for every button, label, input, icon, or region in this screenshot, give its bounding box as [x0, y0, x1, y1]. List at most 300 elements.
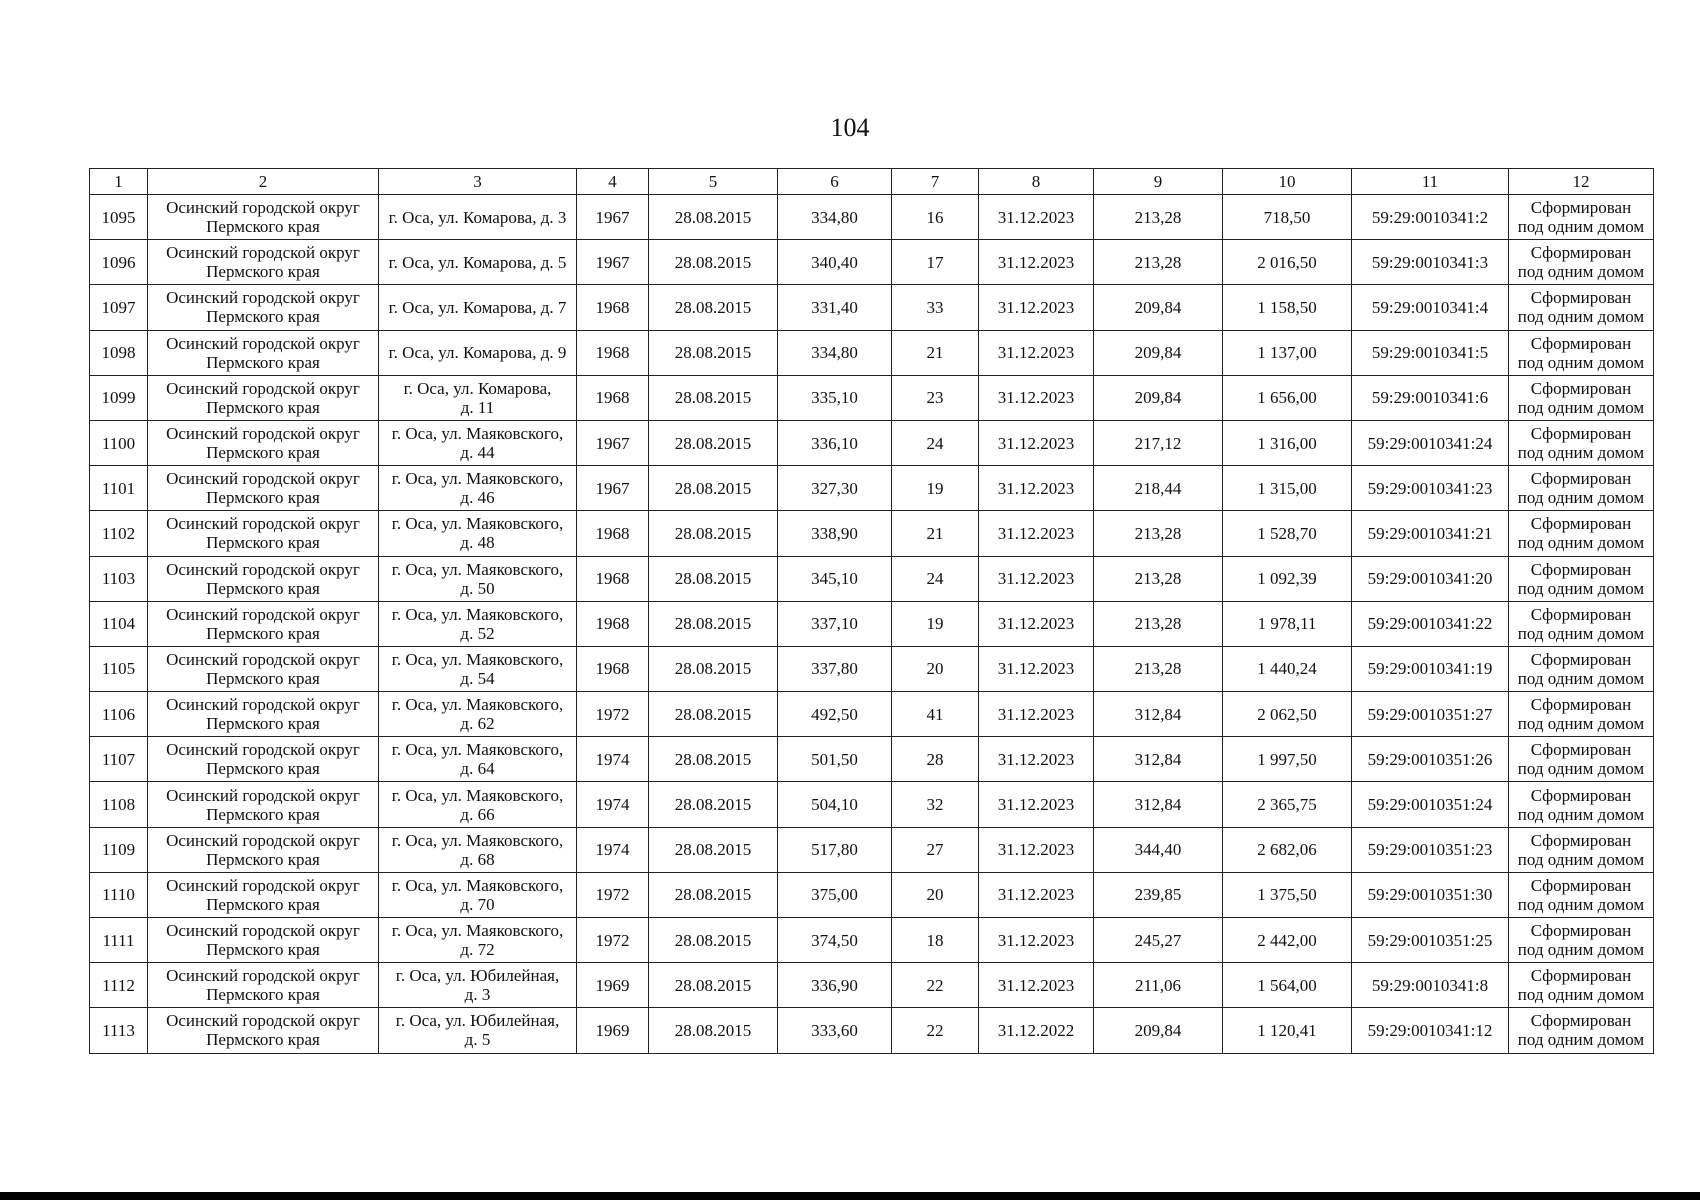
row-number-cell: 1101 [90, 466, 148, 511]
municipality-line: Пермского края [206, 804, 320, 824]
status-cell [1509, 466, 1654, 511]
count-cell: 18 [892, 918, 979, 963]
land-area-cell: 1 564,00 [1223, 963, 1352, 1008]
table-row [90, 782, 1654, 827]
deadline-cell: 31.12.2023 [979, 466, 1094, 511]
table-row [90, 240, 1654, 285]
row-number-cell: 1095 [90, 195, 148, 240]
municipality-line: Осинский городской округ [166, 1011, 360, 1031]
municipality-line: Пермского края [206, 488, 320, 508]
municipality-cell [148, 692, 379, 737]
municipality-line: Пермского края [206, 307, 320, 327]
address-line: д. 72 [460, 940, 495, 960]
municipality-cell [148, 330, 379, 375]
year-built-cell: 1968 [577, 556, 649, 601]
status-line: Сформирован [1530, 378, 1632, 398]
address-cell [379, 466, 577, 511]
row-number-cell: 1103 [90, 556, 148, 601]
municipality-line: Осинский городской округ [166, 966, 360, 986]
address-line: г. Оса, ул. Маяковского, [391, 875, 564, 895]
status-line: под одним домом [1517, 578, 1645, 598]
address-line: д. 11 [460, 397, 495, 417]
column-header-6: 6 [778, 169, 892, 195]
table-row [90, 466, 1654, 511]
column-header-10: 10 [1223, 169, 1352, 195]
amount-cell: 209,84 [1094, 375, 1223, 420]
cadastral-number-cell: 59:29:0010351:30 [1352, 872, 1509, 917]
address-line: г. Оса, ул. Маяковского, [391, 514, 564, 534]
column-header-3: 3 [379, 169, 577, 195]
area-cell: 334,80 [778, 195, 892, 240]
page-number: 104 [830, 113, 870, 142]
row-number-cell: 1097 [90, 285, 148, 330]
date-cell: 28.08.2015 [649, 556, 778, 601]
municipality-line: Пермского края [206, 714, 320, 734]
column-header-2: 2 [148, 169, 379, 195]
municipality-cell [148, 737, 379, 782]
count-cell: 19 [892, 601, 979, 646]
municipality-line: Осинский городской округ [166, 243, 360, 263]
deadline-cell: 31.12.2023 [979, 692, 1094, 737]
amount-cell: 245,27 [1094, 918, 1223, 963]
municipality-line: Пермского края [206, 940, 320, 960]
cadastral-number-cell: 59:29:0010341:23 [1352, 466, 1509, 511]
land-area-cell: 1 316,00 [1223, 420, 1352, 465]
status-line: под одним домом [1517, 894, 1645, 914]
status-cell [1509, 330, 1654, 375]
land-area-cell: 1 158,50 [1223, 285, 1352, 330]
area-cell: 337,10 [778, 601, 892, 646]
date-cell: 28.08.2015 [649, 872, 778, 917]
row-number-cell: 1104 [90, 601, 148, 646]
cadastral-number-cell: 59:29:0010351:24 [1352, 782, 1509, 827]
address-line: д. 44 [460, 443, 495, 463]
area-cell: 337,80 [778, 646, 892, 691]
status-cell [1509, 737, 1654, 782]
address-line: д. 46 [460, 488, 495, 508]
table-row [90, 1008, 1654, 1053]
amount-cell: 312,84 [1094, 737, 1223, 782]
year-built-cell: 1967 [577, 195, 649, 240]
status-line: под одним домом [1517, 533, 1645, 553]
address-line: г. Оса, ул. Маяковского, [391, 785, 564, 805]
municipality-line: Осинский городской округ [166, 740, 360, 760]
address-line: г. Оса, ул. Маяковского, [391, 649, 564, 669]
deadline-cell: 31.12.2023 [979, 330, 1094, 375]
date-cell: 28.08.2015 [649, 692, 778, 737]
status-cell [1509, 511, 1654, 556]
land-area-cell: 1 978,11 [1223, 601, 1352, 646]
amount-cell: 312,84 [1094, 692, 1223, 737]
land-area-cell: 2 016,50 [1223, 240, 1352, 285]
year-built-cell: 1974 [577, 782, 649, 827]
year-built-cell: 1972 [577, 872, 649, 917]
amount-cell: 344,40 [1094, 827, 1223, 872]
amount-cell: 213,28 [1094, 195, 1223, 240]
table-body [90, 195, 1654, 1054]
housing-register-table [89, 168, 1654, 1054]
address-line: г. Оса, ул. Юбилейная, [395, 1011, 560, 1031]
column-header-11: 11 [1352, 169, 1509, 195]
row-number-cell: 1098 [90, 330, 148, 375]
year-built-cell: 1969 [577, 1008, 649, 1053]
status-line: Сформирован [1530, 514, 1632, 534]
status-cell [1509, 918, 1654, 963]
address-cell [379, 963, 577, 1008]
area-cell: 333,60 [778, 1008, 892, 1053]
address-cell [379, 918, 577, 963]
status-cell [1509, 420, 1654, 465]
count-cell: 20 [892, 872, 979, 917]
address-line: г. Оса, ул. Комарова, [403, 378, 552, 398]
cadastral-number-cell: 59:29:0010351:25 [1352, 918, 1509, 963]
amount-cell: 213,28 [1094, 646, 1223, 691]
status-cell [1509, 195, 1654, 240]
address-cell [379, 375, 577, 420]
amount-cell: 218,44 [1094, 466, 1223, 511]
status-line: Сформирован [1530, 1011, 1632, 1031]
cadastral-number-cell: 59:29:0010341:12 [1352, 1008, 1509, 1053]
address-cell [379, 601, 577, 646]
municipality-cell [148, 556, 379, 601]
status-line: Сформирован [1530, 424, 1632, 444]
cadastral-number-cell: 59:29:0010351:27 [1352, 692, 1509, 737]
municipality-line: Пермского края [206, 759, 320, 779]
address-line: г. Оса, ул. Маяковского, [391, 469, 564, 489]
cadastral-number-cell: 59:29:0010351:26 [1352, 737, 1509, 782]
land-area-cell: 1 375,50 [1223, 872, 1352, 917]
amount-cell: 239,85 [1094, 872, 1223, 917]
scan-bottom-edge [0, 1192, 1700, 1200]
amount-cell: 213,28 [1094, 511, 1223, 556]
municipality-cell [148, 963, 379, 1008]
status-line: Сформирован [1530, 559, 1632, 579]
cadastral-number-cell: 59:29:0010341:4 [1352, 285, 1509, 330]
year-built-cell: 1974 [577, 827, 649, 872]
area-cell: 492,50 [778, 692, 892, 737]
table-row [90, 646, 1654, 691]
count-cell: 32 [892, 782, 979, 827]
table-row [90, 963, 1654, 1008]
count-cell: 41 [892, 692, 979, 737]
address-line: д. 5 [464, 1030, 491, 1050]
date-cell: 28.08.2015 [649, 285, 778, 330]
count-cell: 20 [892, 646, 979, 691]
municipality-line: Пермского края [206, 668, 320, 688]
area-cell: 338,90 [778, 511, 892, 556]
row-number-cell: 1102 [90, 511, 148, 556]
status-cell [1509, 556, 1654, 601]
address-cell [379, 646, 577, 691]
date-cell: 28.08.2015 [649, 782, 778, 827]
status-line: Сформирован [1530, 830, 1632, 850]
municipality-line: Осинский городской округ [166, 469, 360, 489]
address-line: д. 68 [460, 849, 495, 869]
status-line: Сформирован [1530, 243, 1632, 263]
municipality-line: Осинский городской округ [166, 378, 360, 398]
municipality-cell [148, 782, 379, 827]
amount-cell: 211,06 [1094, 963, 1223, 1008]
date-cell: 28.08.2015 [649, 827, 778, 872]
status-cell [1509, 375, 1654, 420]
address-cell [379, 827, 577, 872]
date-cell: 28.08.2015 [649, 601, 778, 646]
municipality-line: Осинский городской округ [166, 785, 360, 805]
status-cell [1509, 1008, 1654, 1053]
row-number-cell: 1109 [90, 827, 148, 872]
year-built-cell: 1972 [577, 692, 649, 737]
address-line: г. Оса, ул. Маяковского, [391, 740, 564, 760]
date-cell: 28.08.2015 [649, 240, 778, 285]
deadline-cell: 31.12.2023 [979, 375, 1094, 420]
address-line: г. Оса, ул. Маяковского, [391, 695, 564, 715]
status-line: под одним домом [1517, 714, 1645, 734]
address-cell [379, 285, 577, 330]
address-line: д. 48 [460, 533, 495, 553]
status-line: под одним домом [1517, 262, 1645, 282]
date-cell: 28.08.2015 [649, 466, 778, 511]
status-line: под одним домом [1517, 759, 1645, 779]
count-cell: 16 [892, 195, 979, 240]
status-line: Сформирован [1530, 695, 1632, 715]
status-line: Сформирован [1530, 198, 1632, 218]
table-row [90, 285, 1654, 330]
land-area-cell: 1 656,00 [1223, 375, 1352, 420]
row-number-cell: 1111 [90, 918, 148, 963]
amount-cell: 213,28 [1094, 556, 1223, 601]
address-line: д. 54 [460, 668, 495, 688]
land-area-cell: 1 120,41 [1223, 1008, 1352, 1053]
amount-cell: 217,12 [1094, 420, 1223, 465]
area-cell: 327,30 [778, 466, 892, 511]
municipality-line: Пермского края [206, 217, 320, 237]
municipality-cell [148, 420, 379, 465]
table-row [90, 601, 1654, 646]
deadline-cell: 31.12.2023 [979, 601, 1094, 646]
address-cell [379, 872, 577, 917]
status-line: под одним домом [1517, 623, 1645, 643]
amount-cell: 209,84 [1094, 330, 1223, 375]
municipality-cell [148, 1008, 379, 1053]
status-line: под одним домом [1517, 443, 1645, 463]
address-line: г. Оса, ул. Маяковского, [391, 424, 564, 444]
land-area-cell: 1 092,39 [1223, 556, 1352, 601]
address-line: г. Оса, ул. Юбилейная, [395, 966, 560, 986]
cadastral-number-cell: 59:29:0010341:3 [1352, 240, 1509, 285]
year-built-cell: 1968 [577, 511, 649, 556]
column-header-5: 5 [649, 169, 778, 195]
year-built-cell: 1972 [577, 918, 649, 963]
status-line: Сформирован [1530, 604, 1632, 624]
status-cell [1509, 601, 1654, 646]
address-cell [379, 511, 577, 556]
table-row [90, 692, 1654, 737]
area-cell: 517,80 [778, 827, 892, 872]
status-line: Сформирован [1530, 875, 1632, 895]
status-line: под одним домом [1517, 307, 1645, 327]
area-cell: 375,00 [778, 872, 892, 917]
address-line: д. 70 [460, 894, 495, 914]
year-built-cell: 1967 [577, 420, 649, 465]
deadline-cell: 31.12.2023 [979, 827, 1094, 872]
year-built-cell: 1969 [577, 963, 649, 1008]
table-row [90, 375, 1654, 420]
count-cell: 28 [892, 737, 979, 782]
table-row [90, 872, 1654, 917]
status-line: под одним домом [1517, 668, 1645, 688]
status-cell [1509, 240, 1654, 285]
address-line: д. 52 [460, 623, 495, 643]
date-cell: 28.08.2015 [649, 918, 778, 963]
municipality-line: Осинский городской округ [166, 921, 360, 941]
municipality-line: Осинский городской округ [166, 514, 360, 534]
area-cell: 374,50 [778, 918, 892, 963]
count-cell: 24 [892, 420, 979, 465]
municipality-cell [148, 646, 379, 691]
count-cell: 22 [892, 963, 979, 1008]
cadastral-number-cell: 59:29:0010341:24 [1352, 420, 1509, 465]
row-number-cell: 1113 [90, 1008, 148, 1053]
status-line: под одним домом [1517, 352, 1645, 372]
row-number-cell: 1106 [90, 692, 148, 737]
column-header-7: 7 [892, 169, 979, 195]
row-number-cell: 1096 [90, 240, 148, 285]
row-number-cell: 1108 [90, 782, 148, 827]
date-cell: 28.08.2015 [649, 420, 778, 465]
address-cell [379, 420, 577, 465]
cadastral-number-cell: 59:29:0010341:2 [1352, 195, 1509, 240]
address-line: д. 3 [464, 985, 491, 1005]
year-built-cell: 1967 [577, 466, 649, 511]
land-area-cell: 2 682,06 [1223, 827, 1352, 872]
column-header-9: 9 [1094, 169, 1223, 195]
date-cell: 28.08.2015 [649, 646, 778, 691]
table-row [90, 737, 1654, 782]
cadastral-number-cell: 59:29:0010341:22 [1352, 601, 1509, 646]
row-number-cell: 1112 [90, 963, 148, 1008]
count-cell: 21 [892, 330, 979, 375]
municipality-line: Пермского края [206, 397, 320, 417]
land-area-cell: 1 440,24 [1223, 646, 1352, 691]
status-line: Сформирован [1530, 649, 1632, 669]
housing-register-table-wrap [89, 168, 1653, 1054]
status-line: под одним домом [1517, 849, 1645, 869]
address-cell [379, 692, 577, 737]
amount-cell: 209,84 [1094, 285, 1223, 330]
count-cell: 23 [892, 375, 979, 420]
amount-cell: 213,28 [1094, 240, 1223, 285]
municipality-line: Пермского края [206, 985, 320, 1005]
status-cell [1509, 872, 1654, 917]
municipality-cell [148, 872, 379, 917]
area-cell: 345,10 [778, 556, 892, 601]
municipality-cell [148, 285, 379, 330]
municipality-line: Осинский городской округ [166, 198, 360, 218]
count-cell: 33 [892, 285, 979, 330]
row-number-cell: 1105 [90, 646, 148, 691]
status-line: под одним домом [1517, 217, 1645, 237]
status-line: Сформирован [1530, 966, 1632, 986]
status-cell [1509, 782, 1654, 827]
count-cell: 21 [892, 511, 979, 556]
municipality-line: Пермского края [206, 533, 320, 553]
area-cell: 340,40 [778, 240, 892, 285]
year-built-cell: 1968 [577, 375, 649, 420]
date-cell: 28.08.2015 [649, 737, 778, 782]
amount-cell: 213,28 [1094, 601, 1223, 646]
deadline-cell: 31.12.2023 [979, 195, 1094, 240]
address-line: д. 50 [460, 578, 495, 598]
count-cell: 17 [892, 240, 979, 285]
municipality-cell [148, 466, 379, 511]
table-row [90, 195, 1654, 240]
year-built-cell: 1968 [577, 330, 649, 375]
address-line: г. Оса, ул. Маяковского, [391, 559, 564, 579]
deadline-cell: 31.12.2023 [979, 511, 1094, 556]
land-area-cell: 1 997,50 [1223, 737, 1352, 782]
land-area-cell: 2 365,75 [1223, 782, 1352, 827]
municipality-cell [148, 375, 379, 420]
municipality-cell [148, 511, 379, 556]
count-cell: 22 [892, 1008, 979, 1053]
status-line: под одним домом [1517, 985, 1645, 1005]
column-header-8: 8 [979, 169, 1094, 195]
municipality-line: Пермского края [206, 443, 320, 463]
address-cell [379, 240, 577, 285]
municipality-line: Осинский городской округ [166, 875, 360, 895]
municipality-line: Пермского края [206, 262, 320, 282]
row-number-cell: 1107 [90, 737, 148, 782]
address-line: г. Оса, ул. Маяковского, [391, 921, 564, 941]
municipality-line: Пермского края [206, 894, 320, 914]
cadastral-number-cell: 59:29:0010341:5 [1352, 330, 1509, 375]
cadastral-number-cell: 59:29:0010341:6 [1352, 375, 1509, 420]
status-line: Сформирован [1530, 785, 1632, 805]
municipality-cell [148, 240, 379, 285]
land-area-cell: 1 137,00 [1223, 330, 1352, 375]
municipality-line: Пермского края [206, 849, 320, 869]
year-built-cell: 1974 [577, 737, 649, 782]
municipality-cell [148, 827, 379, 872]
table-row [90, 511, 1654, 556]
address-line: д. 62 [460, 714, 495, 734]
address-line: д. 66 [460, 804, 495, 824]
municipality-line: Осинский городской округ [166, 559, 360, 579]
status-cell [1509, 827, 1654, 872]
date-cell: 28.08.2015 [649, 330, 778, 375]
count-cell: 24 [892, 556, 979, 601]
year-built-cell: 1968 [577, 646, 649, 691]
table-row [90, 330, 1654, 375]
deadline-cell: 31.12.2022 [979, 1008, 1094, 1053]
municipality-cell [148, 918, 379, 963]
land-area-cell: 2 062,50 [1223, 692, 1352, 737]
status-line: Сформирован [1530, 288, 1632, 308]
amount-cell: 312,84 [1094, 782, 1223, 827]
municipality-line: Пермского края [206, 578, 320, 598]
row-number-cell: 1110 [90, 872, 148, 917]
municipality-line: Осинский городской округ [166, 333, 360, 353]
cadastral-number-cell: 59:29:0010341:21 [1352, 511, 1509, 556]
status-line: Сформирован [1530, 469, 1632, 489]
deadline-cell: 31.12.2023 [979, 646, 1094, 691]
date-cell: 28.08.2015 [649, 511, 778, 556]
address-line: г. Оса, ул. Комарова, д. 3 [388, 207, 567, 227]
status-line: под одним домом [1517, 488, 1645, 508]
land-area-cell: 1 528,70 [1223, 511, 1352, 556]
municipality-line: Осинский городской округ [166, 288, 360, 308]
row-number-cell: 1100 [90, 420, 148, 465]
